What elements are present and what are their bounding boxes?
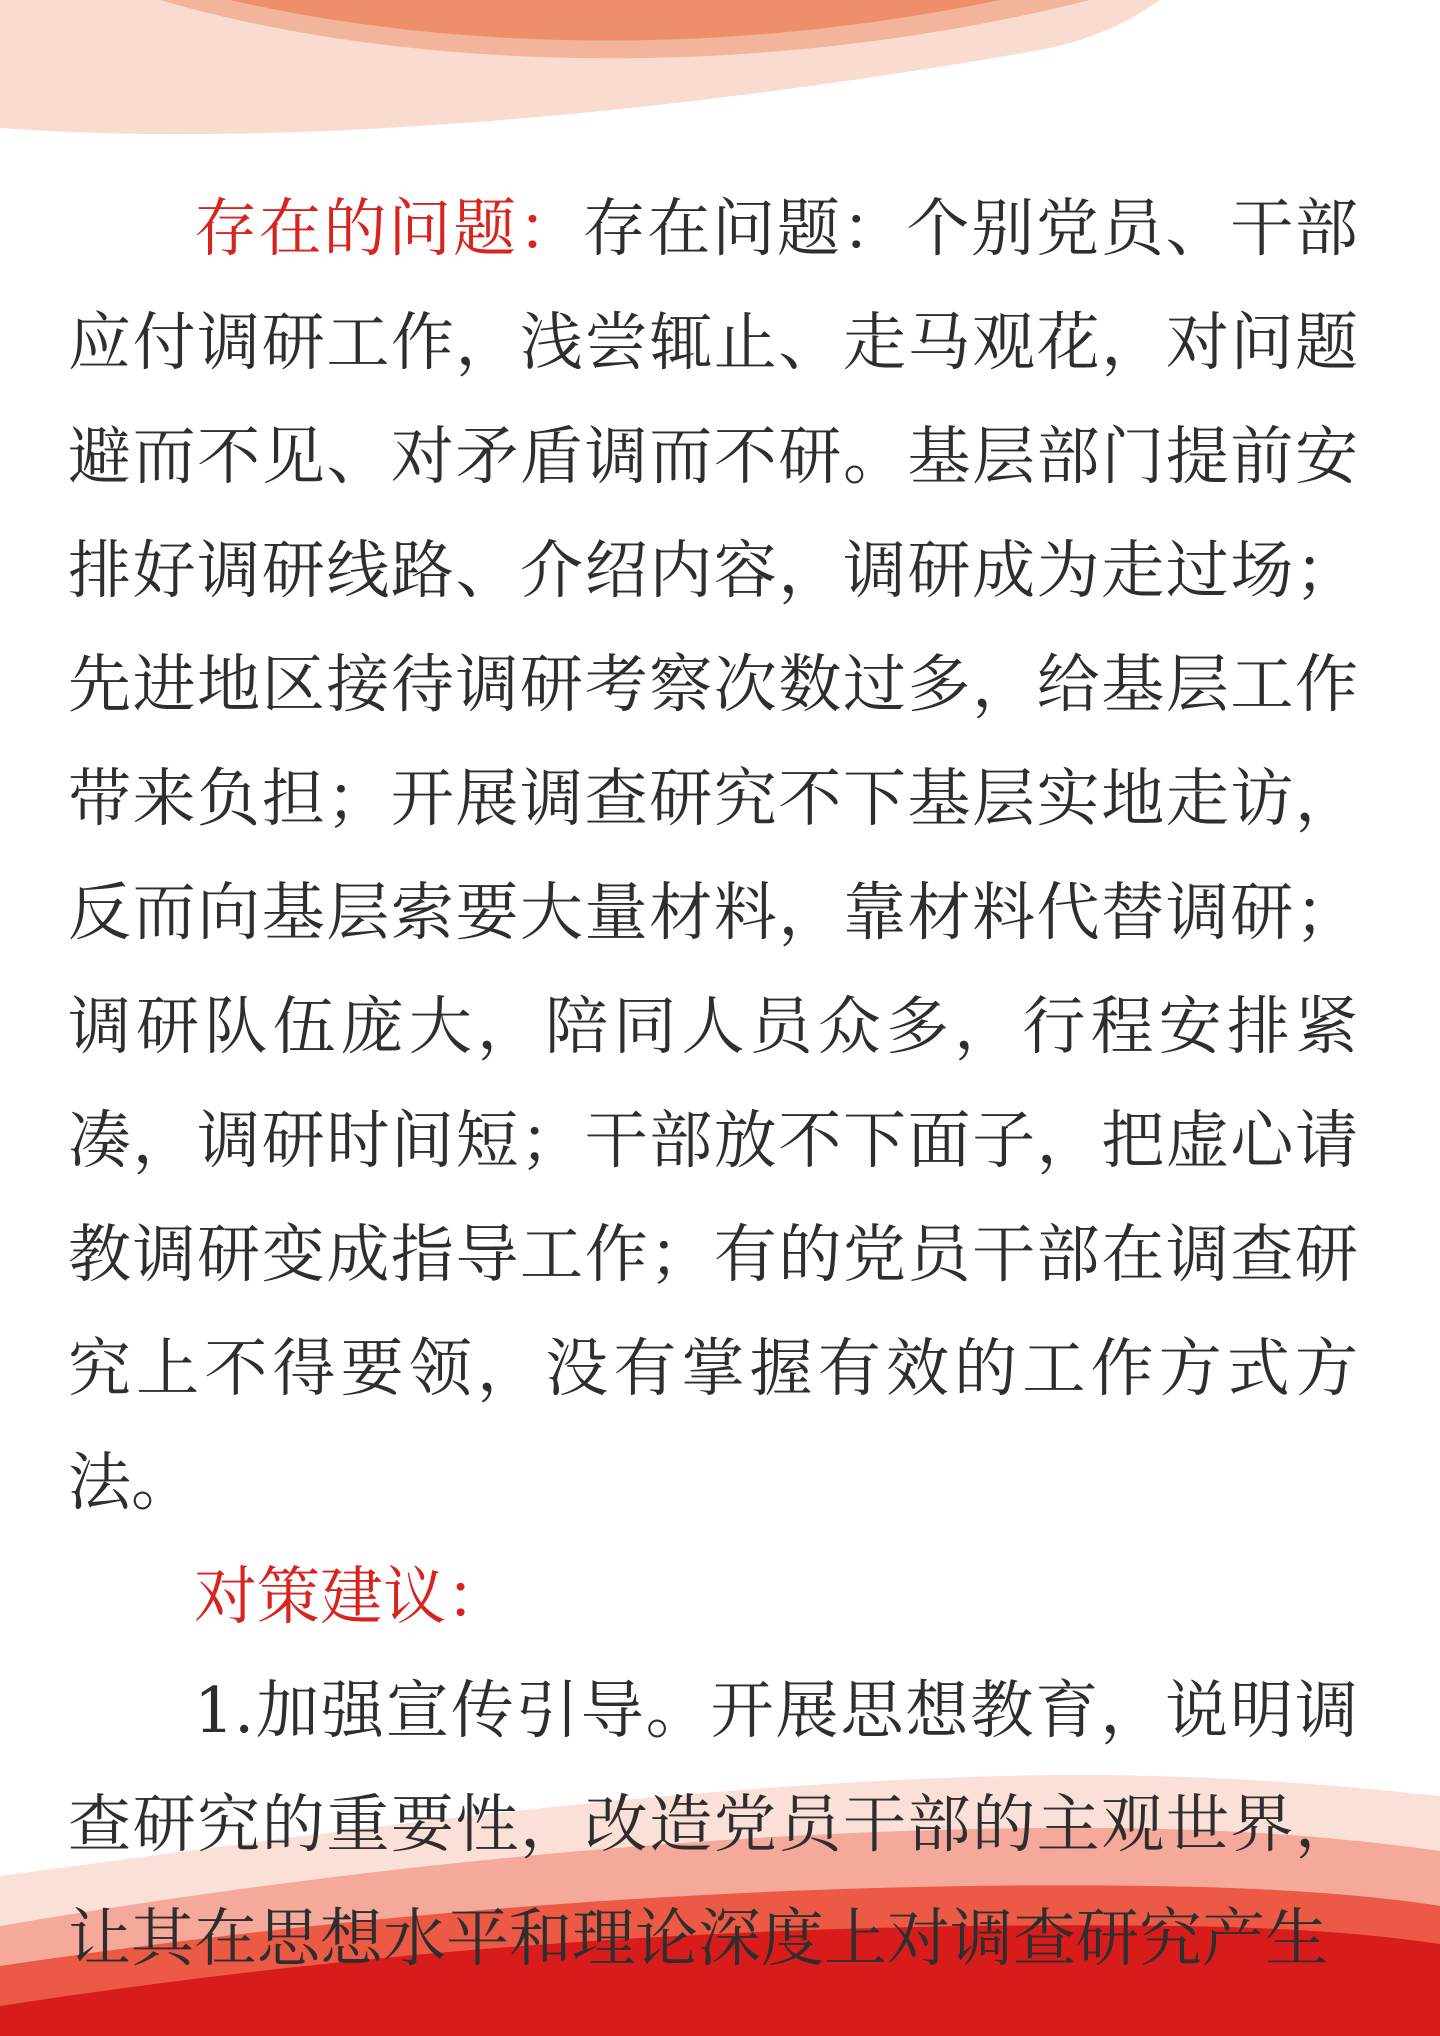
problems-paragraph xyxy=(68,172,1358,1540)
article-body xyxy=(68,172,1358,1996)
problems-heading: 存在的问题： xyxy=(194,192,583,265)
suggestion-item-1: 1.加强宣传引导。开展思想教育，说明调查研究的重要性，改造党员干部的主观世界，让其在思想水平和理论深度上对调查研究产生 xyxy=(68,1674,1358,1975)
suggestions-heading: 对策建议： xyxy=(194,1560,509,1633)
suggestions-paragraph xyxy=(68,1540,1358,1654)
problems-text: 存在问题：个别党员、干部应付调研工作，浅尝辄止、走马观花，对问题避而不见、对矛盾调而不研。基层部门提前安排好调研线路、介绍内容，调研成为走过场；先进地区接待调研考察次数过多，给基层工作带来负担；开展调查研究不下基层实地走访，反而向基层索要大量材料，靠材料代替调研；调研队伍庞大，陪同人员众多，行程安排紧凑，调研时间短；干部放不下面子，把虚心请教调研变成指导工作；有的党员干部在调查研究上不得要领，没有掌握有效的工作方式方法。 xyxy=(68,192,1359,1519)
top-wave-decoration xyxy=(0,0,1440,140)
